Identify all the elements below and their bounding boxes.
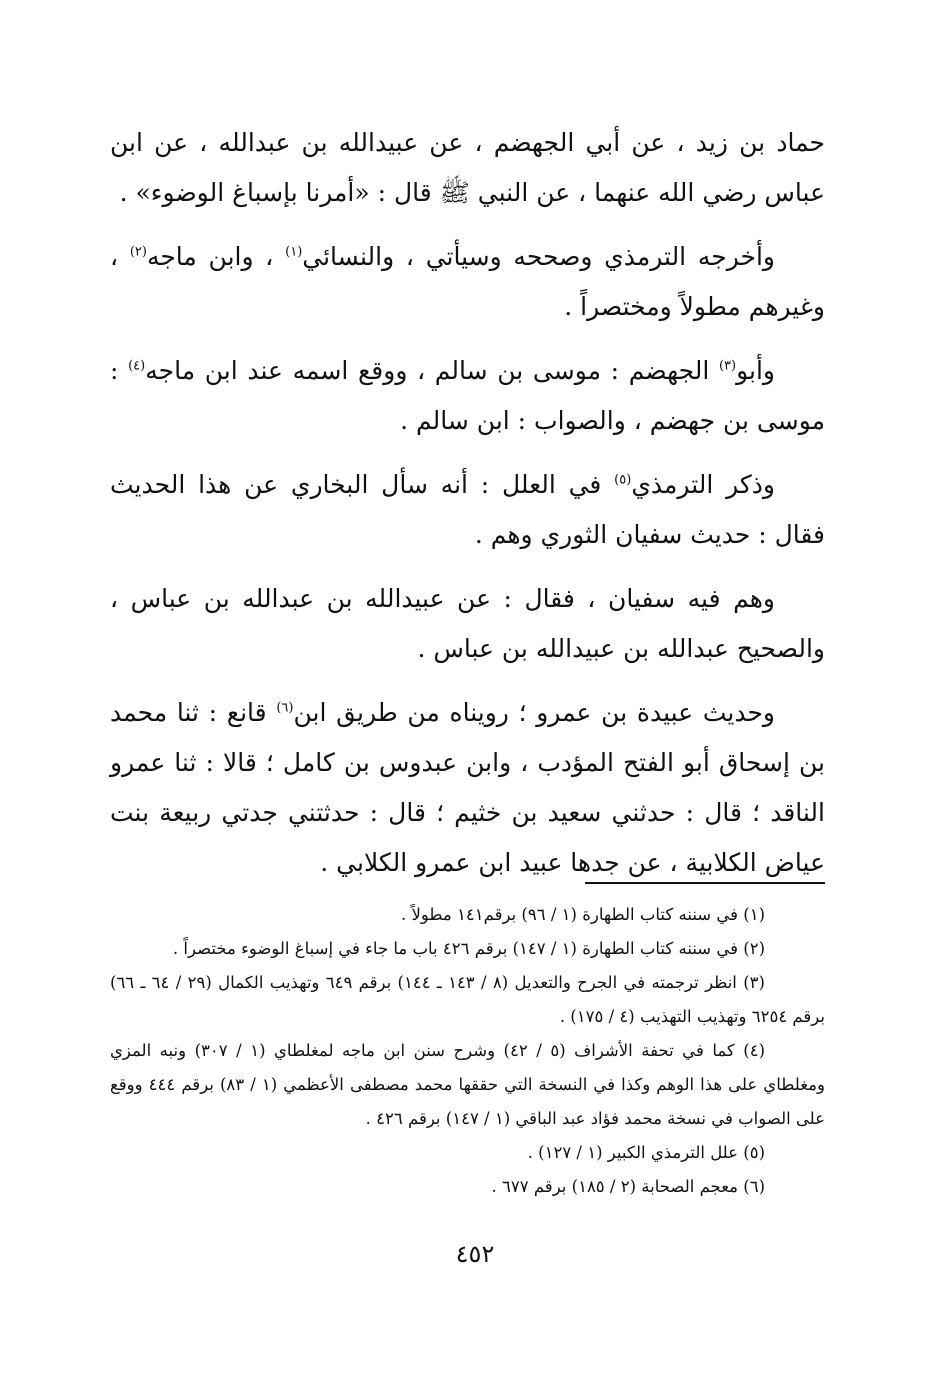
paragraph-text: في العلل : أنه سأل البخاري عن هذا الحديث فقال : حديث سفيان الثوري وهم . [110, 470, 825, 549]
paragraph-text: وهم فيه سفيان ، فقال : عن عبيدالله بن عبدالله بن عباس ، والصحيح عبدالله بن عبيدالله بن عباس . [110, 584, 825, 663]
paragraph-text: وذكر الترمذي [631, 470, 775, 499]
footnote-3: (٣) انظر ترجمته في الجرح والتعديل (٨ / ١٤٣ ـ ١٤٤) برقم ٦٤٩ وتهذيب الكمال (٢٩ / ٦٤ ـ ٦٦) برقم ٦٢٥٤ وتهذيب التهذيب (٤ / ١٧٥) . [110, 973, 825, 1026]
footnote-ref-6[interactable]: (٦) [276, 700, 294, 716]
paragraph-4 [110, 460, 825, 560]
paragraph-text: : موسى بن جهضم ، والصواب : ابن سالم . [110, 356, 825, 435]
paragraph-text: وحديث عبيدة بن عمرو ؛ رويناه من طريق ابن [293, 698, 775, 727]
footnote-ref-2[interactable]: (٢) [129, 244, 147, 260]
paragraph-text: قانع : ثنا محمد بن إسحاق أبو الفتح المؤدب ، وابن عبدوس بن كامل ؛ قالا : ثنا عمرو الناقد ؛ قال : حدثني سعيد بن خثيم ؛ قال : حدثتني جدتي ربيعة بنت عياض الكلابية ، عن جدها عبيد ابن عمرو الكلابي . [110, 698, 825, 877]
paragraph-6 [110, 688, 825, 888]
paragraph-text: ، وغيرهم مطولاً ومختصراً . [110, 242, 825, 321]
paragraph-text: ، وابن ماجه [146, 242, 286, 271]
paragraph-5 [110, 574, 825, 674]
footnote-ref-3[interactable]: (٣) [718, 358, 737, 374]
paragraph-text: الجهضم : موسى بن سالم ، ووقع اسمه عند ابن ماجه [145, 356, 719, 385]
footnote-divider [585, 882, 825, 884]
footnote-5: (٥) علل الترمذي الكبير (١ / ١٢٧) . [527, 1143, 765, 1162]
footnote-1: (١) في سننه كتاب الطهارة (١ / ٩٦) برقم١٤١ مطولاً . [400, 905, 765, 924]
footnotes-section [110, 882, 825, 1204]
paragraph-3 [110, 346, 825, 446]
paragraph-text: حماد بن زيد ، عن أبي الجهضم ، عن عبيدالله بن عبدالله ، عن ابن عباس رضي الله عنهما ، عن النبي ﷺ قال : «أمرنا بإسباغ الوضوء» . [110, 128, 825, 207]
paragraph-1 [110, 118, 825, 218]
footnote-4: (٤) كما في تحفة الأشراف (٥ / ٤٢) وشرح سنن ابن ماجه لمغلطاي (١ / ٣٠٧) ونبه المزي ومغلطاي على هذا الوهم وكذا في النسخة التي حققها محمد مصطفى الأعظمي (١ / ٨٣) برقم ٤٤٤ ووقع على الصواب في نسخة محمد فؤاد عبد الباقي (١ / ١٤٧) برقم ٤٢٦ . [110, 1041, 825, 1128]
footnote-6: (٦) معجم الصحابة (٢ / ١٨٥) برقم ٦٧٧ . [491, 1177, 765, 1196]
footnote-ref-4[interactable]: (٤) [128, 358, 146, 374]
footnote-ref-1[interactable]: (١) [285, 244, 303, 260]
main-text [110, 118, 825, 902]
paragraph-2 [110, 232, 825, 332]
paragraph-text: وأبو [736, 356, 775, 385]
paragraph-text: وأخرجه الترمذي وصححه وسيأتي ، والنسائي [302, 242, 775, 271]
footnote-ref-5[interactable]: (٥) [614, 472, 632, 488]
footnote-2: (٢) في سننه كتاب الطهارة (١ / ١٤٧) برقم ٤٢٦ باب ما جاء في إسباغ الوضوء مختصراً . [172, 939, 765, 958]
page-number: ٤٥٢ [455, 1240, 495, 1268]
